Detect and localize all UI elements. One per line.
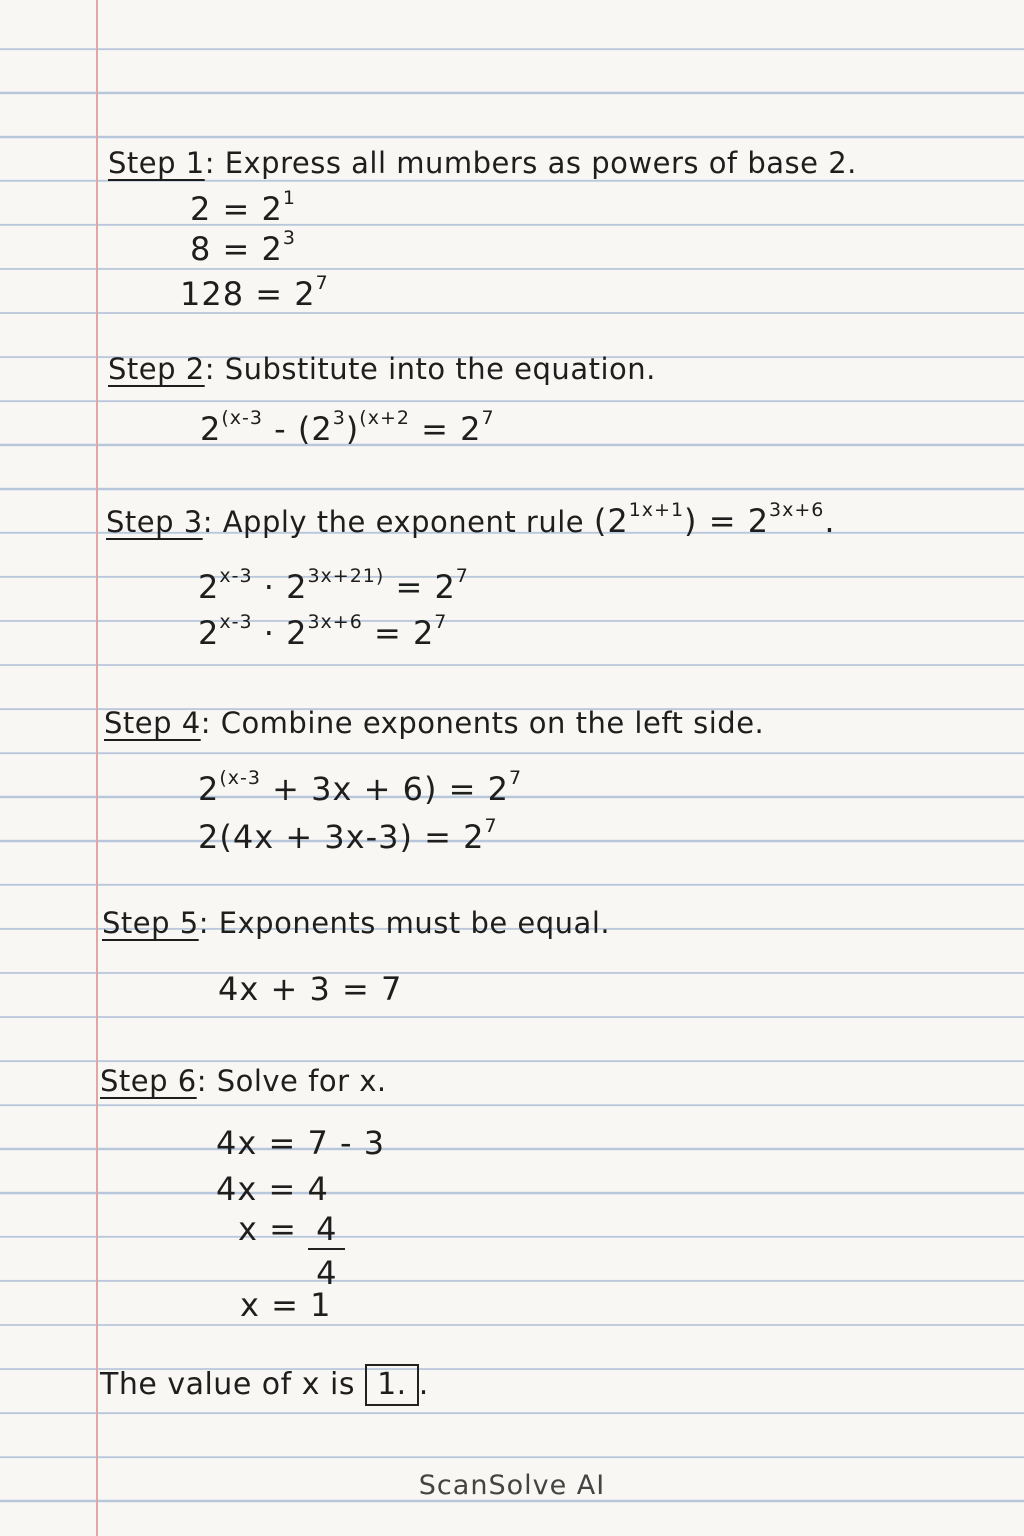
- frac-lhs: x =: [238, 1210, 309, 1248]
- step-4-line-2: [198, 815, 498, 856]
- step-1-heading: [108, 146, 857, 180]
- fraction: [308, 1210, 345, 1292]
- eq4a-b: + 3x + 6) = 2: [260, 770, 509, 808]
- eq4a-b-exp: 7: [508, 767, 523, 790]
- eq3b-b-exp: 3x+6: [307, 611, 363, 634]
- step-5-title: : Exponents must be equal.: [198, 906, 611, 940]
- step-1-line-2: [190, 227, 296, 268]
- eq3a-a: 2: [198, 568, 220, 606]
- eq2-d-exp: 7: [481, 407, 495, 430]
- eq2-b-exp: 3: [332, 407, 346, 430]
- step-6-line-2: 4x = 4: [216, 1170, 329, 1208]
- step-6-heading: [100, 1064, 387, 1098]
- eq2-d: = 2: [409, 410, 482, 448]
- rule-b: ) = 2: [684, 502, 770, 540]
- step-6-fraction-line: [238, 1210, 345, 1292]
- conclusion-end: .: [418, 1367, 429, 1402]
- rule-a-exp: 1x+1: [628, 499, 685, 522]
- step-1-line-3: [180, 272, 329, 313]
- step-6-label: Step 6: [100, 1064, 197, 1098]
- conclusion-text: The value of x is: [100, 1367, 366, 1402]
- eq4a-a-exp: (x-3: [219, 767, 261, 790]
- step-2-heading: [108, 352, 656, 386]
- step-5-equation: 4x + 3 = 7: [218, 970, 403, 1008]
- step-4-label: Step 4: [104, 706, 201, 740]
- step-3-title: : Apply the exponent rule: [202, 505, 594, 539]
- step-6-title: : Solve for x.: [196, 1064, 387, 1098]
- step-2-equation: [200, 407, 495, 448]
- step-3-label: Step 3: [106, 505, 203, 539]
- step-2-title: : Substitute into the equation.: [204, 352, 656, 386]
- eq3a-b: · 2: [252, 568, 308, 606]
- step-1-line-1: [190, 187, 296, 228]
- step-2-label: Step 2: [108, 352, 205, 386]
- step-1-line-2-lhs: 8 = 2: [190, 230, 283, 268]
- fraction-numerator: 4: [308, 1210, 345, 1250]
- fraction-denominator: 4: [316, 1254, 338, 1292]
- step-1-line-2-exp: 3: [282, 227, 296, 250]
- eq3a-c-exp: 7: [455, 565, 469, 588]
- step-6-final: x = 1: [240, 1286, 332, 1324]
- eq3a-b-exp: 3x+21): [307, 565, 385, 588]
- eq3b-a: 2: [198, 614, 220, 652]
- step-5-label: Step 5: [102, 906, 199, 940]
- step-1-line-3-lhs: 128 = 2: [180, 275, 316, 313]
- step-5-heading: [102, 906, 610, 940]
- eq2-c-exp: (x+2: [359, 407, 410, 430]
- rule-b-exp: 3x+6: [769, 499, 825, 522]
- margin-line: [96, 0, 98, 1536]
- step-4-line-1: [198, 767, 523, 808]
- step-3-rule: [593, 499, 836, 540]
- footer-brand: ScanSolve AI: [418, 1470, 606, 1501]
- step-3-heading: [106, 499, 836, 540]
- eq3b-c: = 2: [362, 614, 435, 652]
- eq3b-a-exp: x-3: [219, 611, 253, 634]
- eq4a-a: 2: [198, 770, 220, 808]
- eq3a-c: = 2: [384, 568, 456, 606]
- step-3-line-1: [198, 565, 469, 606]
- eq3b-b: · 2: [252, 614, 308, 652]
- step-1-line-1-lhs: 2 = 2: [190, 190, 283, 228]
- eq2-a: 2: [200, 410, 222, 448]
- step-3-line-2: [198, 611, 448, 652]
- step-4-heading: [104, 706, 764, 740]
- eq4b-a: 2(4x + 3x-3) = 2: [198, 818, 485, 856]
- eq3a-a-exp: x-3: [219, 565, 253, 588]
- step-1-title: : Express all mumbers as powers of base 2.: [204, 146, 857, 180]
- step-1-line-3-exp: 7: [315, 272, 329, 295]
- rule-end: .: [824, 502, 836, 540]
- step-4-title: : Combine exponents on the left side.: [200, 706, 765, 740]
- eq2-a-exp: (x-3: [221, 407, 263, 430]
- eq4b-a-exp: 7: [484, 815, 498, 838]
- answer-box: 1.: [365, 1364, 419, 1406]
- rule-a: (2: [593, 502, 629, 540]
- step-1-line-1-exp: 1: [282, 187, 296, 210]
- eq2-c: ): [345, 410, 360, 448]
- conclusion: [100, 1364, 429, 1406]
- eq2-b: - (2: [262, 410, 333, 448]
- eq3b-c-exp: 7: [434, 611, 448, 634]
- step-6-line-1: 4x = 7 - 3: [216, 1124, 386, 1162]
- step-1-label: Step 1: [108, 146, 205, 180]
